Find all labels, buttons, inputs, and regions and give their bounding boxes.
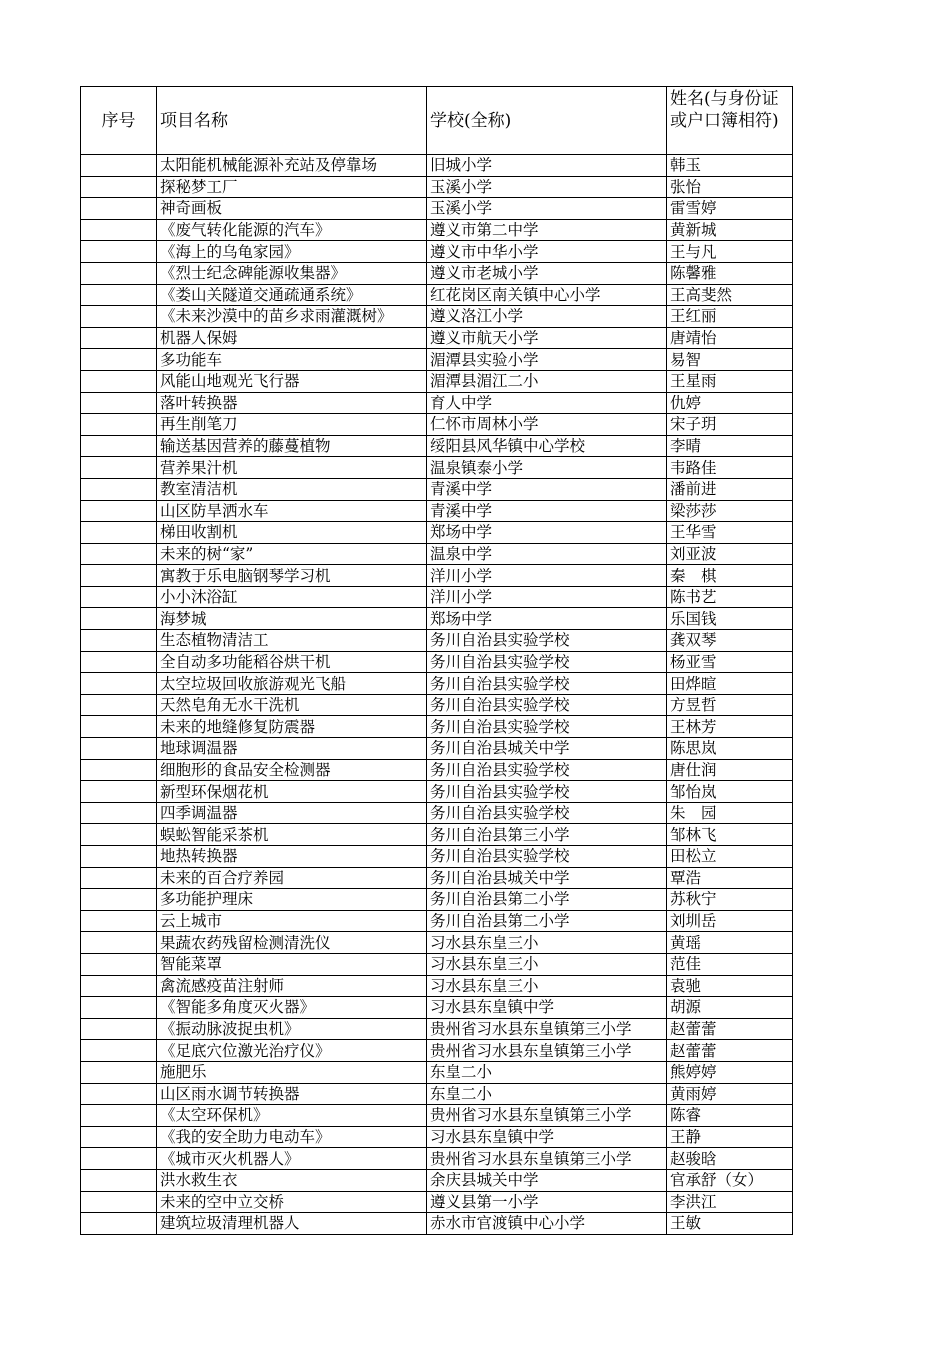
table-row xyxy=(81,932,793,954)
student-name-cell: 赵蕾蕾 xyxy=(667,1040,793,1062)
school-cell: 务川自治县实验学校 xyxy=(427,802,667,824)
school-cell: 旧城小学 xyxy=(427,155,667,177)
student-name-cell: 梁莎莎 xyxy=(667,500,793,522)
seq-cell xyxy=(81,824,157,846)
seq-cell xyxy=(81,155,157,177)
seq-cell xyxy=(81,673,157,695)
table-row xyxy=(81,370,793,392)
seq-cell xyxy=(81,327,157,349)
student-name-cell: 陈书艺 xyxy=(667,586,793,608)
school-cell: 东皇二小 xyxy=(427,1061,667,1083)
school-cell: 务川自治县城关中学 xyxy=(427,738,667,760)
project-name-cell: 《海上的乌龟家园》 xyxy=(157,241,427,263)
school-cell: 绥阳县风华镇中心学校 xyxy=(427,435,667,457)
student-name-cell: 黄雨婷 xyxy=(667,1083,793,1105)
seq-cell xyxy=(81,565,157,587)
seq-cell xyxy=(81,932,157,954)
student-name-cell: 陈馨雅 xyxy=(667,262,793,284)
project-name-cell: 多功能护理床 xyxy=(157,889,427,911)
student-name-cell: 李晴 xyxy=(667,435,793,457)
seq-cell xyxy=(81,889,157,911)
project-name-cell: 山区防旱洒水车 xyxy=(157,500,427,522)
project-name-cell: 《太空环保机》 xyxy=(157,1105,427,1127)
school-cell: 遵义县第一小学 xyxy=(427,1191,667,1213)
project-name-cell: 全自动多功能稻谷烘干机 xyxy=(157,651,427,673)
seq-cell xyxy=(81,370,157,392)
project-name-cell: 未来的地缝修复防震器 xyxy=(157,716,427,738)
school-cell: 贵州省习水县东皇镇第三小学 xyxy=(427,1105,667,1127)
table-row xyxy=(81,392,793,414)
student-name-cell: 陈睿 xyxy=(667,1105,793,1127)
table-row xyxy=(81,651,793,673)
table-row xyxy=(81,457,793,479)
student-name-cell: 熊婷婷 xyxy=(667,1061,793,1083)
table-row xyxy=(81,500,793,522)
school-cell: 遵义市航天小学 xyxy=(427,327,667,349)
school-cell: 务川自治县第二小学 xyxy=(427,910,667,932)
header-name: 姓名(与身份证或户口簿相符) xyxy=(667,87,793,155)
seq-cell xyxy=(81,1018,157,1040)
student-name-cell: 龚双琴 xyxy=(667,630,793,652)
project-name-cell: 梯田收割机 xyxy=(157,522,427,544)
seq-cell xyxy=(81,262,157,284)
school-cell: 习水县东皇三小 xyxy=(427,953,667,975)
table-row xyxy=(81,694,793,716)
student-name-cell: 苏秋宁 xyxy=(667,889,793,911)
school-cell: 温泉镇泰小学 xyxy=(427,457,667,479)
table-row xyxy=(81,306,793,328)
seq-cell xyxy=(81,241,157,263)
table-row xyxy=(81,327,793,349)
seq-cell xyxy=(81,910,157,932)
school-cell: 遵义市中华小学 xyxy=(427,241,667,263)
table-row xyxy=(81,975,793,997)
project-name-cell: 机器人保姆 xyxy=(157,327,427,349)
seq-cell xyxy=(81,608,157,630)
school-cell: 洋川小学 xyxy=(427,565,667,587)
project-name-cell: 禽流感疫苗注射师 xyxy=(157,975,427,997)
project-name-cell: 《未来沙漠中的苗乡求雨灌溉树》 xyxy=(157,306,427,328)
project-name-cell: 《我的安全助力电动车》 xyxy=(157,1126,427,1148)
student-name-cell: 宋子玥 xyxy=(667,414,793,436)
seq-cell xyxy=(81,1040,157,1062)
seq-cell xyxy=(81,522,157,544)
table-row xyxy=(81,953,793,975)
seq-cell xyxy=(81,435,157,457)
seq-cell xyxy=(81,1148,157,1170)
table-row xyxy=(81,262,793,284)
project-name-cell: 太空垃圾回收旅游观光飞船 xyxy=(157,673,427,695)
table-row xyxy=(81,198,793,220)
table-row xyxy=(81,673,793,695)
header-school: 学校(全称) xyxy=(427,87,667,155)
student-name-cell: 韩玉 xyxy=(667,155,793,177)
seq-cell xyxy=(81,1083,157,1105)
student-name-cell: 黄新城 xyxy=(667,219,793,241)
seq-cell xyxy=(81,392,157,414)
project-name-cell: 山区雨水调节转换器 xyxy=(157,1083,427,1105)
project-name-cell: 神奇画板 xyxy=(157,198,427,220)
student-name-cell: 邹林飞 xyxy=(667,824,793,846)
seq-cell xyxy=(81,630,157,652)
school-cell: 习水县东皇镇中学 xyxy=(427,997,667,1019)
table-row xyxy=(81,759,793,781)
student-name-cell: 袁驰 xyxy=(667,975,793,997)
project-name-cell: 《智能多角度灭火器》 xyxy=(157,997,427,1019)
table-row xyxy=(81,1169,793,1191)
seq-cell xyxy=(81,1191,157,1213)
project-name-cell: 果蔬农药残留检测清洗仪 xyxy=(157,932,427,954)
table-row xyxy=(81,1126,793,1148)
student-name-cell: 邹怡岚 xyxy=(667,781,793,803)
table-row xyxy=(81,1191,793,1213)
table-row xyxy=(81,219,793,241)
student-name-cell: 范佳 xyxy=(667,953,793,975)
school-cell: 湄潭县湄江二小 xyxy=(427,370,667,392)
seq-cell xyxy=(81,478,157,500)
table-row xyxy=(81,738,793,760)
school-cell: 郑场中学 xyxy=(427,522,667,544)
project-name-cell: 输送基因营养的藤蔓植物 xyxy=(157,435,427,457)
student-name-cell: 王林芳 xyxy=(667,716,793,738)
table-row xyxy=(81,176,793,198)
school-cell: 遵义洛江小学 xyxy=(427,306,667,328)
student-name-cell: 方昱哲 xyxy=(667,694,793,716)
table-row xyxy=(81,1148,793,1170)
student-name-cell: 黄瑶 xyxy=(667,932,793,954)
school-cell: 务川自治县城关中学 xyxy=(427,867,667,889)
project-name-cell: 地热转换器 xyxy=(157,846,427,868)
seq-cell xyxy=(81,716,157,738)
project-name-cell: 《城市灭火机器人》 xyxy=(157,1148,427,1170)
school-cell: 洋川小学 xyxy=(427,586,667,608)
student-name-cell: 张怡 xyxy=(667,176,793,198)
school-cell: 温泉中学 xyxy=(427,543,667,565)
student-name-cell: 赵骏晗 xyxy=(667,1148,793,1170)
student-name-cell: 仇婷 xyxy=(667,392,793,414)
student-name-cell: 易智 xyxy=(667,349,793,371)
project-name-cell: 施肥乐 xyxy=(157,1061,427,1083)
student-name-cell: 唐靖怡 xyxy=(667,327,793,349)
seq-cell xyxy=(81,219,157,241)
seq-cell xyxy=(81,1061,157,1083)
project-name-cell: 风能山地观光飞行器 xyxy=(157,370,427,392)
student-name-cell: 潘前进 xyxy=(667,478,793,500)
project-name-cell: 天然皂角无水干洗机 xyxy=(157,694,427,716)
seq-cell xyxy=(81,802,157,824)
table-row xyxy=(81,867,793,889)
school-cell: 贵州省习水县东皇镇第三小学 xyxy=(427,1148,667,1170)
school-cell: 务川自治县实验学校 xyxy=(427,651,667,673)
student-name-cell: 赵蕾蕾 xyxy=(667,1018,793,1040)
project-name-cell: 海梦城 xyxy=(157,608,427,630)
table-row xyxy=(81,414,793,436)
seq-cell xyxy=(81,694,157,716)
school-cell: 务川自治县实验学校 xyxy=(427,630,667,652)
school-cell: 郑场中学 xyxy=(427,608,667,630)
table-row xyxy=(81,1040,793,1062)
student-name-cell: 刘亚波 xyxy=(667,543,793,565)
seq-cell xyxy=(81,500,157,522)
table-row xyxy=(81,478,793,500)
seq-cell xyxy=(81,284,157,306)
header-project: 项目名称 xyxy=(157,87,427,155)
project-name-cell: 云上城市 xyxy=(157,910,427,932)
project-name-cell: 建筑垃圾清理机器人 xyxy=(157,1213,427,1235)
project-name-cell: 四季调温器 xyxy=(157,802,427,824)
student-name-cell: 王华雪 xyxy=(667,522,793,544)
project-name-cell: 生态植物清洁工 xyxy=(157,630,427,652)
student-name-cell: 王静 xyxy=(667,1126,793,1148)
school-cell: 赤水市官渡镇中心小学 xyxy=(427,1213,667,1235)
table-row xyxy=(81,586,793,608)
student-name-cell: 唐仕润 xyxy=(667,759,793,781)
school-cell: 务川自治县第三小学 xyxy=(427,824,667,846)
student-name-cell: 陈思岚 xyxy=(667,738,793,760)
student-name-cell: 秦 棋 xyxy=(667,565,793,587)
school-cell: 余庆县城关中学 xyxy=(427,1169,667,1191)
school-cell: 习水县东皇三小 xyxy=(427,975,667,997)
entry-table xyxy=(80,86,793,1235)
project-name-cell: 《废气转化能源的汽车》 xyxy=(157,219,427,241)
header-seq: 序号 xyxy=(81,87,157,155)
student-name-cell: 王高斐然 xyxy=(667,284,793,306)
table-row xyxy=(81,241,793,263)
school-cell: 遵义市老城小学 xyxy=(427,262,667,284)
table-row xyxy=(81,284,793,306)
project-name-cell: 未来的树“家” xyxy=(157,543,427,565)
table-row xyxy=(81,565,793,587)
student-name-cell: 官承舒（女） xyxy=(667,1169,793,1191)
seq-cell xyxy=(81,1126,157,1148)
project-name-cell: 智能菜罩 xyxy=(157,953,427,975)
project-name-cell: 蜈蚣智能采茶机 xyxy=(157,824,427,846)
table-row xyxy=(81,522,793,544)
table-row xyxy=(81,889,793,911)
school-cell: 青溪中学 xyxy=(427,478,667,500)
student-name-cell: 杨亚雪 xyxy=(667,651,793,673)
table-row xyxy=(81,1105,793,1127)
project-name-cell: 小小沐浴缸 xyxy=(157,586,427,608)
table-row xyxy=(81,716,793,738)
seq-cell xyxy=(81,543,157,565)
school-cell: 务川自治县实验学校 xyxy=(427,716,667,738)
project-name-cell: 新型环保烟花机 xyxy=(157,781,427,803)
seq-cell xyxy=(81,738,157,760)
school-cell: 东皇二小 xyxy=(427,1083,667,1105)
project-name-cell: 太阳能机械能源补充站及停靠场 xyxy=(157,155,427,177)
school-cell: 遵义市第二中学 xyxy=(427,219,667,241)
student-name-cell: 乐国钱 xyxy=(667,608,793,630)
school-cell: 务川自治县第二小学 xyxy=(427,889,667,911)
student-name-cell: 王与凡 xyxy=(667,241,793,263)
table-row xyxy=(81,1213,793,1235)
project-name-cell: 营养果汁机 xyxy=(157,457,427,479)
table-row xyxy=(81,349,793,371)
table-row xyxy=(81,543,793,565)
student-name-cell: 田烨暄 xyxy=(667,673,793,695)
school-cell: 湄潭县实验小学 xyxy=(427,349,667,371)
seq-cell xyxy=(81,1105,157,1127)
project-name-cell: 地球调温器 xyxy=(157,738,427,760)
school-cell: 青溪中学 xyxy=(427,500,667,522)
student-name-cell: 雷雪婷 xyxy=(667,198,793,220)
school-cell: 务川自治县实验学校 xyxy=(427,759,667,781)
table-row xyxy=(81,1018,793,1040)
table-body xyxy=(81,155,793,1235)
seq-cell xyxy=(81,781,157,803)
project-name-cell: 洪水救生衣 xyxy=(157,1169,427,1191)
table-row xyxy=(81,824,793,846)
project-name-cell: 未来的空中立交桥 xyxy=(157,1191,427,1213)
school-cell: 玉溪小学 xyxy=(427,198,667,220)
seq-cell xyxy=(81,457,157,479)
project-name-cell: 未来的百合疗养园 xyxy=(157,867,427,889)
student-name-cell: 田松立 xyxy=(667,846,793,868)
table-row xyxy=(81,608,793,630)
project-name-cell: 《娄山关隧道交通疏通系统》 xyxy=(157,284,427,306)
school-cell: 务川自治县实验学校 xyxy=(427,673,667,695)
seq-cell xyxy=(81,1213,157,1235)
student-name-cell: 王敏 xyxy=(667,1213,793,1235)
project-name-cell: 《振动脉波捉虫机》 xyxy=(157,1018,427,1040)
table-row xyxy=(81,997,793,1019)
table-row xyxy=(81,846,793,868)
student-name-cell: 胡源 xyxy=(667,997,793,1019)
school-cell: 贵州省习水县东皇镇第三小学 xyxy=(427,1018,667,1040)
seq-cell xyxy=(81,306,157,328)
school-cell: 玉溪小学 xyxy=(427,176,667,198)
table-row xyxy=(81,781,793,803)
school-cell: 红花岗区南关镇中心小学 xyxy=(427,284,667,306)
school-cell: 习水县东皇三小 xyxy=(427,932,667,954)
table-row xyxy=(81,435,793,457)
seq-cell xyxy=(81,176,157,198)
table-row xyxy=(81,1061,793,1083)
school-cell: 贵州省习水县东皇镇第三小学 xyxy=(427,1040,667,1062)
school-cell: 务川自治县实验学校 xyxy=(427,694,667,716)
student-name-cell: 王红丽 xyxy=(667,306,793,328)
project-name-cell: 再生削笔刀 xyxy=(157,414,427,436)
project-name-cell: 多功能车 xyxy=(157,349,427,371)
school-cell: 务川自治县实验学校 xyxy=(427,781,667,803)
project-name-cell: 探秘梦工厂 xyxy=(157,176,427,198)
student-name-cell: 朱 园 xyxy=(667,802,793,824)
table-row xyxy=(81,630,793,652)
project-name-cell: 落叶转换器 xyxy=(157,392,427,414)
student-name-cell: 覃浩 xyxy=(667,867,793,889)
seq-cell xyxy=(81,414,157,436)
table-row xyxy=(81,155,793,177)
project-name-cell: 寓教于乐电脑钢琴学习机 xyxy=(157,565,427,587)
project-name-cell: 教室清洁机 xyxy=(157,478,427,500)
student-name-cell: 王星雨 xyxy=(667,370,793,392)
seq-cell xyxy=(81,953,157,975)
seq-cell xyxy=(81,867,157,889)
school-cell: 务川自治县实验学校 xyxy=(427,846,667,868)
seq-cell xyxy=(81,759,157,781)
table-row xyxy=(81,802,793,824)
school-cell: 习水县东皇镇中学 xyxy=(427,1126,667,1148)
seq-cell xyxy=(81,975,157,997)
seq-cell xyxy=(81,586,157,608)
project-name-cell: 《烈士纪念碑能源收集器》 xyxy=(157,262,427,284)
seq-cell xyxy=(81,198,157,220)
seq-cell xyxy=(81,1169,157,1191)
seq-cell xyxy=(81,349,157,371)
seq-cell xyxy=(81,997,157,1019)
school-cell: 育人中学 xyxy=(427,392,667,414)
header-row xyxy=(81,87,793,155)
school-cell: 仁怀市周林小学 xyxy=(427,414,667,436)
student-name-cell: 韦路佳 xyxy=(667,457,793,479)
seq-cell xyxy=(81,651,157,673)
seq-cell xyxy=(81,846,157,868)
student-name-cell: 刘圳岳 xyxy=(667,910,793,932)
student-name-cell: 李洪江 xyxy=(667,1191,793,1213)
table-row xyxy=(81,1083,793,1105)
table-row xyxy=(81,910,793,932)
project-name-cell: 《足底穴位激光治疗仪》 xyxy=(157,1040,427,1062)
project-name-cell: 细胞形的食品安全检测器 xyxy=(157,759,427,781)
